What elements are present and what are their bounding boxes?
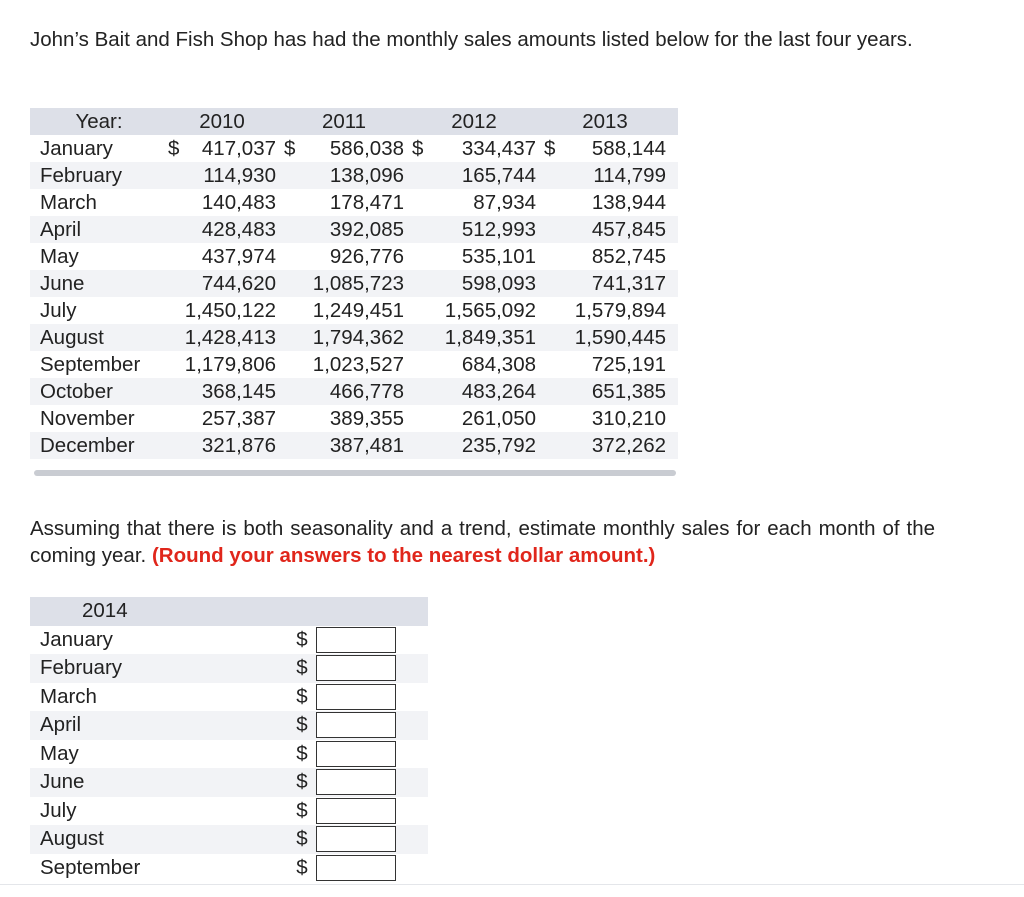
year-2010-header: 2010	[199, 110, 245, 133]
sales-2011-cell: 1,085,723	[312, 272, 404, 295]
sales-2011-cell: 926,776	[329, 245, 404, 268]
answer-input-august[interactable]	[316, 826, 396, 852]
currency-symbol: $	[296, 855, 308, 879]
sales-2013-cell: 138,944	[591, 191, 666, 214]
sales-2011-cell	[284, 135, 412, 162]
sales-2010-cell: 114,930	[203, 164, 276, 187]
sales-2013-cell: 457,845	[591, 218, 666, 241]
sales-row	[30, 297, 678, 324]
year-2011-header: 2011	[321, 110, 367, 133]
sales-2011-cell: 466,778	[329, 380, 404, 403]
sales-2012-cell: 483,264	[461, 380, 536, 403]
month-label: July	[40, 299, 77, 322]
answer-month-label: March	[40, 684, 97, 708]
answer-month-label: June	[40, 770, 85, 794]
answer-input-january[interactable]	[316, 627, 396, 653]
month-label: April	[40, 218, 82, 241]
sales-2010-cell: 321,876	[201, 434, 276, 457]
currency-symbol: $	[412, 137, 424, 160]
sales-2012-cell: 512,993	[461, 218, 536, 241]
sales-table	[30, 108, 678, 459]
sales-2011-cell: 392,085	[329, 218, 404, 241]
sales-row	[30, 270, 678, 297]
sales-2012-cell: 165,744	[461, 164, 536, 187]
sales-value: 586,038	[329, 137, 404, 160]
sales-2012-cell: 535,101	[461, 245, 536, 268]
answer-month-label: May	[40, 741, 79, 765]
answer-input-february[interactable]	[316, 655, 396, 681]
month-label: May	[40, 245, 79, 268]
answer-month-label: August	[40, 827, 104, 851]
answer-month-label: February	[40, 656, 123, 680]
sales-row	[30, 378, 678, 405]
sales-2013-cell: 114,799	[593, 164, 666, 187]
sales-2011-cell: 178,471	[329, 191, 404, 214]
currency-symbol: $	[296, 656, 308, 680]
question-body: Assuming that there is both seasonality and a trend, estimate monthly sales for each month of the coming year.	[30, 517, 935, 567]
sales-2010-cell: 257,387	[201, 407, 276, 430]
sales-2010-cell: 437,974	[201, 245, 276, 268]
answer-input-july[interactable]	[316, 798, 396, 824]
currency-symbol: $	[296, 741, 308, 765]
horizontal-scrollbar[interactable]	[34, 470, 676, 476]
currency-symbol: $	[296, 798, 308, 822]
sales-2013-cell	[544, 135, 678, 162]
sales-2012-cell: 87,934	[473, 191, 536, 214]
currency-symbol: $	[296, 827, 308, 851]
month-label: November	[40, 407, 135, 430]
sales-2013-cell: 1,579,894	[574, 299, 666, 322]
rounding-hint: (Round your answers to the nearest dollar amount.)	[151, 544, 656, 567]
sales-2010-cell: 744,620	[201, 272, 276, 295]
sales-2013-cell: 651,385	[591, 380, 666, 403]
answer-input-june[interactable]	[316, 769, 396, 795]
year-2012-header: 2012	[451, 110, 497, 133]
sales-2012-cell: 1,565,092	[444, 299, 536, 322]
currency-symbol: $	[284, 137, 296, 160]
answer-month-label: January	[40, 627, 113, 651]
sales-row	[30, 405, 678, 432]
answer-input-september[interactable]	[316, 855, 396, 881]
question-text	[30, 515, 935, 569]
currency-symbol: $	[296, 684, 308, 708]
sales-2010-cell	[168, 135, 284, 162]
sales-2011-cell: 1,794,362	[312, 326, 404, 349]
currency-symbol: $	[296, 770, 308, 794]
currency-symbol: $	[168, 137, 180, 160]
answer-row	[30, 768, 428, 797]
month-label: October	[40, 380, 113, 403]
sales-2011-cell: 138,096	[329, 164, 404, 187]
sales-2012-cell: 598,093	[461, 272, 536, 295]
month-label: February	[40, 164, 123, 187]
sales-2013-cell: 1,590,445	[574, 326, 666, 349]
sales-2011-cell: 387,481	[329, 434, 404, 457]
answer-row	[30, 854, 428, 883]
answer-row	[30, 797, 428, 826]
answer-row	[30, 711, 428, 740]
sales-row	[30, 432, 678, 459]
sales-2010-cell: 368,145	[201, 380, 276, 403]
answer-input-april[interactable]	[316, 712, 396, 738]
month-label: March	[40, 191, 97, 214]
currency-symbol: $	[296, 713, 308, 737]
sales-2011-cell: 389,355	[329, 407, 404, 430]
sales-2010-cell: 1,428,413	[184, 326, 276, 349]
sales-2013-cell: 725,191	[591, 353, 666, 376]
sales-2010-cell: 1,179,806	[184, 353, 276, 376]
sales-2011-cell: 1,023,527	[312, 353, 404, 376]
sales-2013-cell: 852,745	[591, 245, 666, 268]
answer-table	[30, 597, 428, 882]
sales-2013-cell: 372,262	[591, 434, 666, 457]
month-label: June	[40, 272, 85, 295]
sales-2011-cell: 1,249,451	[312, 299, 404, 322]
currency-symbol: $	[544, 137, 556, 160]
sales-2013-cell: 741,317	[591, 272, 666, 295]
year-label: Year:	[75, 110, 123, 133]
answer-input-may[interactable]	[316, 741, 396, 767]
sales-2012-cell: 235,792	[461, 434, 536, 457]
currency-symbol: $	[296, 627, 308, 651]
answer-row	[30, 825, 428, 854]
sales-row	[30, 243, 678, 270]
sales-row	[30, 135, 678, 162]
sales-2012-cell: 261,050	[461, 407, 536, 430]
sales-header-row	[30, 108, 678, 135]
answer-row	[30, 626, 428, 655]
sales-row	[30, 162, 678, 189]
answer-year-header: 2014	[82, 599, 128, 623]
month-label: January	[40, 137, 113, 160]
sales-row	[30, 189, 678, 216]
month-label: December	[40, 434, 135, 457]
sales-row	[30, 351, 678, 378]
answer-month-label: September	[40, 855, 141, 879]
answer-row	[30, 654, 428, 683]
answer-header-row	[30, 597, 428, 626]
sales-2013-cell: 310,210	[591, 407, 666, 430]
month-label: September	[40, 353, 141, 376]
divider	[0, 884, 1024, 885]
sales-value: 588,144	[591, 137, 666, 160]
sales-2010-cell: 1,450,122	[184, 299, 276, 322]
sales-row	[30, 324, 678, 351]
sales-2010-cell: 140,483	[201, 191, 276, 214]
sales-2012-cell: 684,308	[461, 353, 536, 376]
sales-2012-cell: 1,849,351	[444, 326, 536, 349]
intro-text: John’s Bait and Fish Shop has had the monthly sales amounts listed below for the last four years.	[30, 28, 913, 51]
sales-2010-cell: 428,483	[201, 218, 276, 241]
sales-value: 417,037	[201, 137, 276, 160]
answer-month-label: July	[40, 798, 77, 822]
answer-input-march[interactable]	[316, 684, 396, 710]
answer-row	[30, 683, 428, 712]
sales-row	[30, 216, 678, 243]
answer-row	[30, 740, 428, 769]
sales-2012-cell	[412, 135, 544, 162]
answer-month-label: April	[40, 713, 82, 737]
year-2013-header: 2013	[582, 110, 628, 133]
sales-value: 334,437	[461, 137, 536, 160]
month-label: August	[40, 326, 104, 349]
